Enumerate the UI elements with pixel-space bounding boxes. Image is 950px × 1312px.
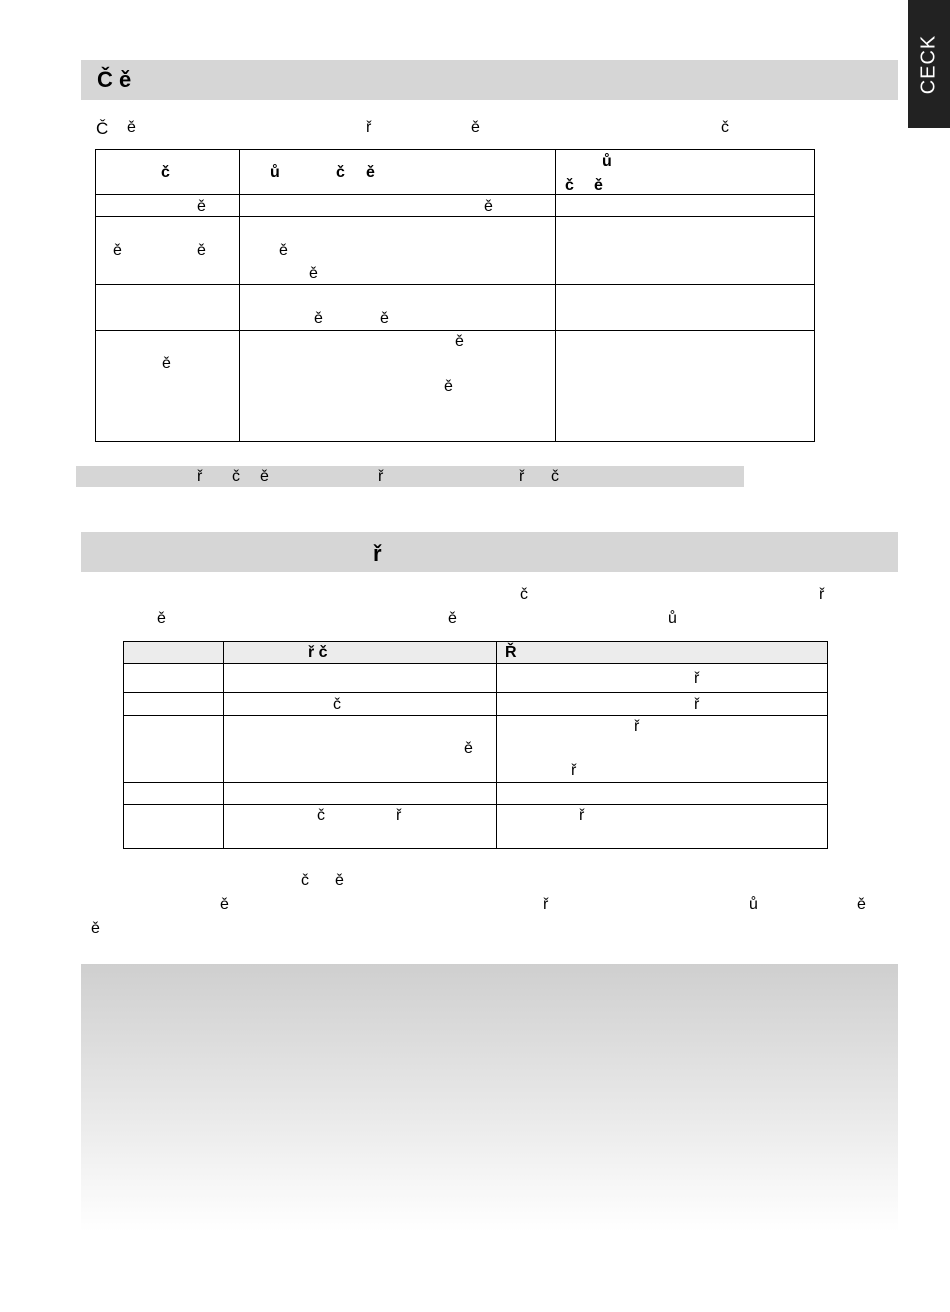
table-cell: ě ě bbox=[96, 217, 240, 285]
table-row bbox=[96, 331, 815, 442]
table-cell bbox=[96, 285, 240, 331]
table-cell: ě bbox=[240, 195, 556, 217]
table-cell: ě bbox=[96, 331, 240, 442]
table-cell bbox=[124, 783, 224, 805]
table-cell bbox=[556, 195, 815, 217]
table-row bbox=[96, 285, 815, 331]
section-1-table bbox=[95, 149, 815, 442]
table-cell: ě bbox=[96, 195, 240, 217]
table-cell: ě ě bbox=[240, 331, 556, 442]
table-cell: č bbox=[224, 693, 497, 716]
table-header-row bbox=[124, 642, 828, 664]
section-2-header-bar bbox=[81, 532, 898, 572]
table-header-cell bbox=[124, 642, 224, 664]
table-cell: ě ě bbox=[240, 285, 556, 331]
table-row bbox=[124, 805, 828, 849]
table-cell: ř ř bbox=[497, 716, 828, 783]
table-header-cell: ů č ě bbox=[556, 150, 815, 195]
table-cell bbox=[124, 693, 224, 716]
table-cell bbox=[224, 783, 497, 805]
table-row bbox=[124, 783, 828, 805]
language-tab-label: CECK bbox=[917, 34, 940, 94]
table-cell: ř bbox=[497, 664, 828, 693]
table-cell bbox=[124, 805, 224, 849]
table-cell: ř bbox=[497, 805, 828, 849]
table-cell bbox=[556, 285, 815, 331]
table-header-row bbox=[96, 150, 815, 195]
section-1-heading: Č ě bbox=[97, 67, 132, 92]
table-cell: č ř bbox=[224, 805, 497, 849]
table-header-cell: Ř bbox=[497, 642, 828, 664]
section-2-table bbox=[123, 641, 828, 849]
table-header-cell: ů č ě bbox=[240, 150, 556, 195]
section-1-note-bar bbox=[76, 466, 744, 487]
table-cell bbox=[556, 217, 815, 285]
gradient-panel bbox=[81, 964, 898, 1232]
section-2-heading: ř bbox=[373, 541, 382, 566]
table-header-cell: č bbox=[96, 150, 240, 195]
table-row bbox=[96, 195, 815, 217]
table-header-cell: ř č bbox=[224, 642, 497, 664]
table-cell bbox=[124, 664, 224, 693]
table-cell bbox=[556, 331, 815, 442]
table-row bbox=[96, 217, 815, 285]
table-cell bbox=[124, 716, 224, 783]
table-cell: ě bbox=[224, 716, 497, 783]
table-row bbox=[124, 716, 828, 783]
table-cell bbox=[497, 783, 828, 805]
section-1-header-bar bbox=[81, 60, 898, 100]
table-cell: ě ě bbox=[240, 217, 556, 285]
table-row bbox=[124, 664, 828, 693]
table-cell: ř bbox=[497, 693, 828, 716]
table-row bbox=[124, 693, 828, 716]
table-cell bbox=[224, 664, 497, 693]
language-tab bbox=[908, 0, 950, 128]
